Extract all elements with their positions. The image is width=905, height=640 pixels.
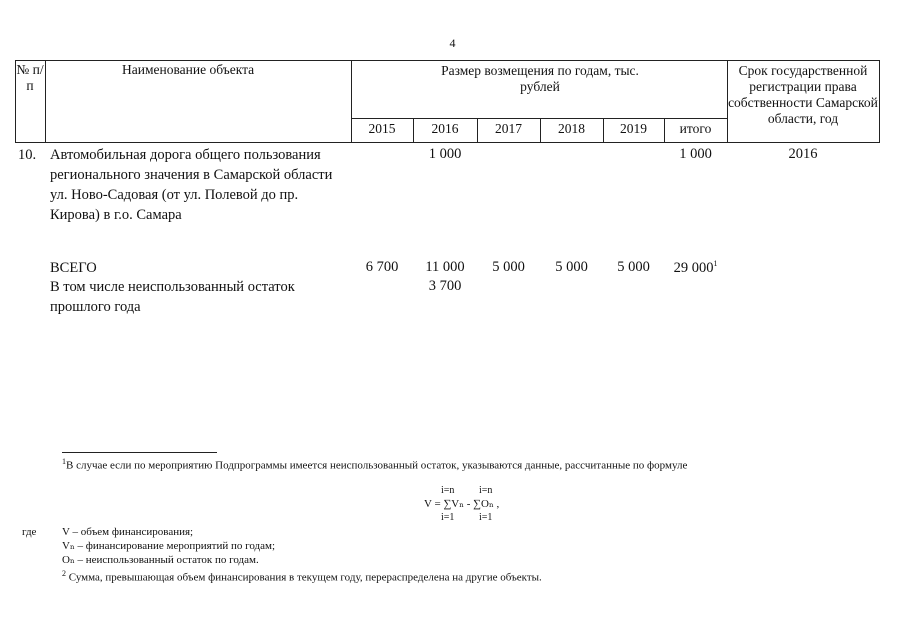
row-term: 2016 xyxy=(788,146,818,162)
formula-top-left: i=n xyxy=(441,485,455,496)
header-col-number: № п/п xyxy=(16,62,44,93)
formula-top-right: i=n xyxy=(479,485,493,496)
total-label: ВСЕГО xyxy=(50,260,97,276)
total-2019: 5 000 xyxy=(617,259,650,275)
unused-balance-2016: 3 700 xyxy=(428,278,462,294)
definition-vn: Vₙ – финансирование мероприятий по годам; xyxy=(62,540,276,552)
formula-bottom-right: i=1 xyxy=(479,512,493,523)
total-2017: 5 000 xyxy=(492,259,525,275)
footnote-2: $^2$ Сумма, превышающая объем финансирования в текущем году, перераспределена на другие объекты. xyxy=(62,569,542,584)
row-number: 10. xyxy=(18,147,37,163)
where-label: где xyxy=(22,526,37,538)
header-year-2015: 2015 xyxy=(368,121,396,136)
total-footnote-mark: 1 xyxy=(713,259,718,268)
total-2018: 5 000 xyxy=(555,259,588,275)
definition-on: Oₙ – неиспользованный остаток по годам. xyxy=(62,554,259,566)
page-number: 4 xyxy=(449,36,456,50)
header-year-2016: 2016 xyxy=(431,121,459,136)
row-object-name: Автомобильная дорога общего пользования регионального значения в Самарской области ул. Ново-Садовая (от ул. Полевой до пр. Кирова) в г.о. Самара xyxy=(50,147,333,223)
footnote-separator xyxy=(62,452,217,453)
header-year-total: итого xyxy=(679,121,712,136)
row-value-total: 1 000 xyxy=(679,146,712,162)
formula-bottom-left: i=1 xyxy=(441,512,455,523)
unused-balance-label: В том числе неиспользованный остаток прошлого года xyxy=(50,279,295,315)
header-year-2017: 2017 xyxy=(495,121,522,136)
footnote-1: $^1$В случае если по мероприятию Подпрограммы имеется неиспользованный остаток, указываются данные, рассчитанные по формуле xyxy=(62,457,688,472)
total-2016: 11 000 xyxy=(425,259,465,275)
header-year-2018: 2018 xyxy=(558,121,585,136)
formula-main: V = ∑Vₙ - ∑Oₙ , xyxy=(424,498,500,510)
header-col-amount: Размер возмещения по годам, тыс. рублей xyxy=(441,63,639,94)
header-col-term: Срок государственной регистрации права собственности Самарской области, год xyxy=(728,63,878,126)
row-value-2016: 1 000 xyxy=(428,146,462,162)
definition-v: V – объем финансирования; xyxy=(62,526,194,538)
header-year-2019: 2019 xyxy=(620,121,647,136)
total-2015: 6 700 xyxy=(365,259,399,275)
total-sum: 29 $000^1$ xyxy=(673,259,718,276)
header-col-name: Наименование объекта xyxy=(122,62,255,77)
